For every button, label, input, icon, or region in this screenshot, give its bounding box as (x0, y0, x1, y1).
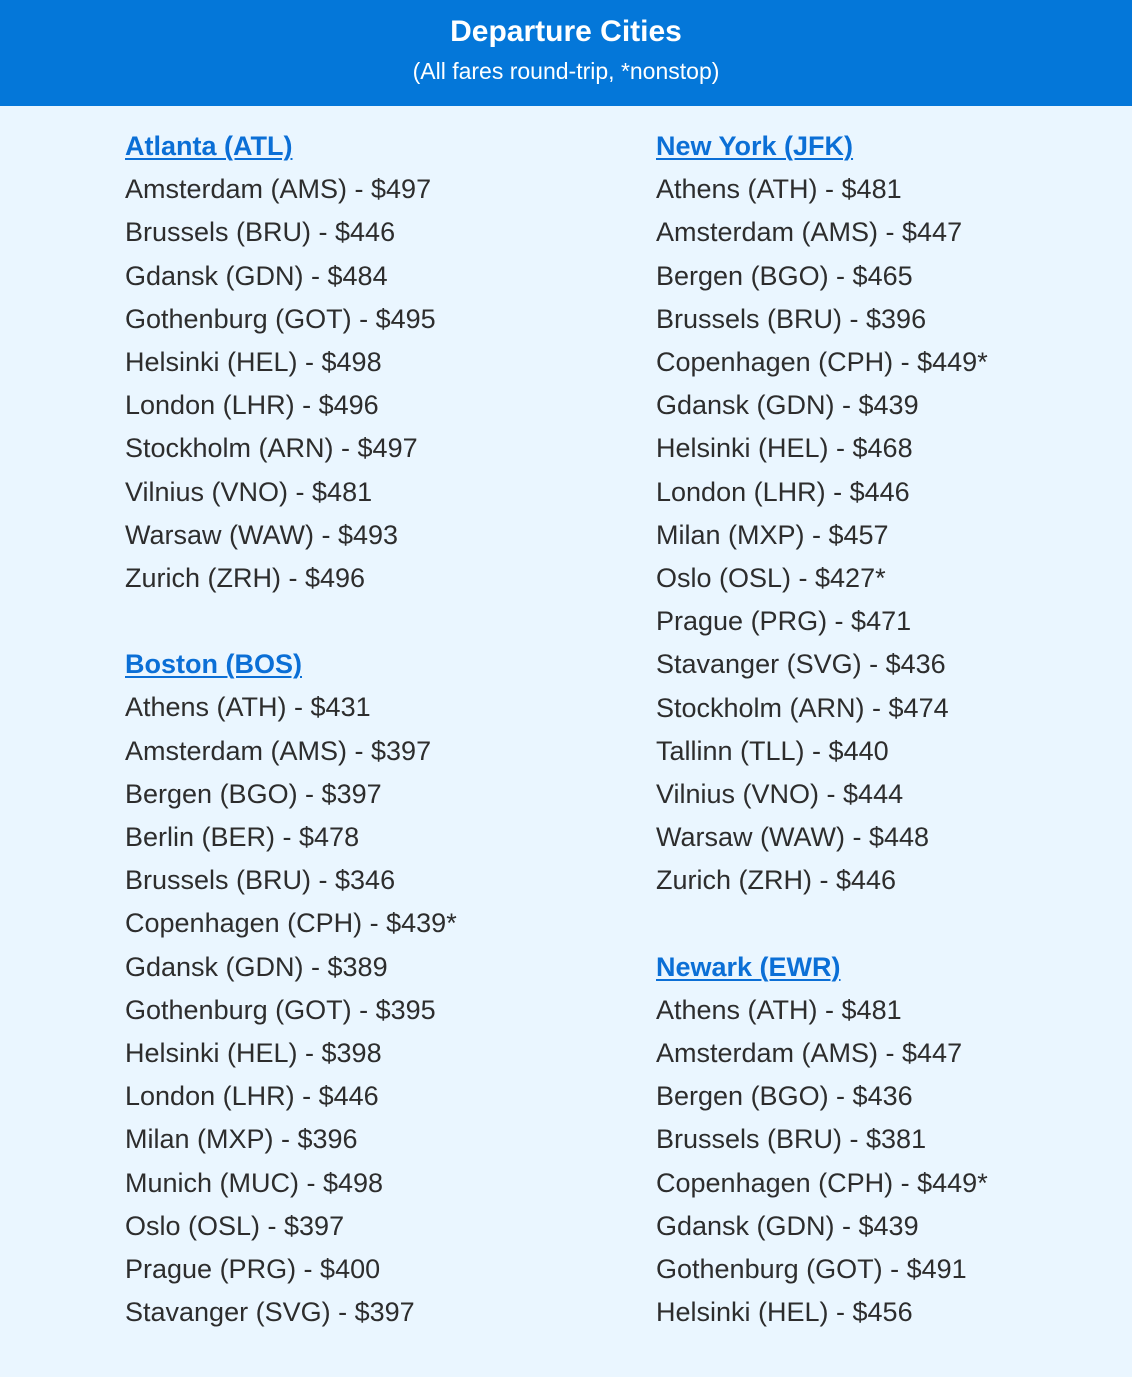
fare-item: London (LHR) - $496 (125, 390, 379, 421)
fare-item: Brussels (BRU) - $446 (125, 217, 396, 248)
fare-item: Milan (MXP) - $396 (125, 1124, 358, 1155)
fare-item: Zurich (ZRH) - $496 (125, 563, 366, 594)
fare-item: Bergen (BGO) - $465 (656, 260, 913, 291)
fare-item: Amsterdam (AMS) - $447 (656, 217, 963, 248)
fare-item: Athens (ATH) - $481 (656, 994, 902, 1025)
fare-item: Prague (PRG) - $471 (656, 606, 912, 637)
fare-item: Athens (ATH) - $431 (125, 692, 371, 723)
fare-item: Gdansk (GDN) - $389 (125, 951, 388, 982)
city-link-boston-bos[interactable]: Boston (BOS) (125, 649, 302, 680)
fare-item: Gdansk (GDN) - $439 (656, 390, 919, 421)
fare-item: Munich (MUC) - $498 (125, 1167, 384, 1198)
page-header (0, 0, 1132, 106)
fare-item: Oslo (OSL) - $397 (125, 1210, 345, 1241)
fare-item: Stavanger (SVG) - $397 (125, 1297, 415, 1328)
fare-item: Helsinki (HEL) - $398 (125, 1038, 382, 1069)
fare-item: Athens (ATH) - $481 (656, 174, 902, 205)
fare-item: Bergen (BGO) - $397 (125, 778, 382, 809)
fare-item: Milan (MXP) - $457 (656, 519, 889, 550)
fare-item: Tallinn (TLL) - $440 (656, 735, 889, 766)
fare-item: Brussels (BRU) - $381 (656, 1124, 927, 1155)
fare-item: London (LHR) - $446 (656, 476, 910, 507)
city-section-newark-ewr (656, 946, 988, 1335)
fare-item: Brussels (BRU) - $346 (125, 865, 396, 896)
city-link-newark-ewr[interactable]: Newark (EWR) (656, 951, 841, 982)
fare-item: Berlin (BER) - $478 (125, 822, 360, 853)
fare-item: Copenhagen (CPH) - $449* (656, 347, 988, 378)
city-section-new-york-jfk (656, 125, 988, 903)
fare-item: Stockholm (ARN) - $474 (656, 692, 949, 723)
page-title: Departure Cities (450, 15, 682, 48)
fare-item: Copenhagen (CPH) - $439* (125, 908, 457, 939)
fare-item: Stockholm (ARN) - $497 (125, 433, 418, 464)
fare-item: Amsterdam (AMS) - $497 (125, 174, 432, 205)
city-section-boston-bos (125, 643, 457, 1334)
fare-item: Helsinki (HEL) - $498 (125, 347, 382, 378)
city-link-atlanta-atl[interactable]: Atlanta (ATL) (125, 131, 293, 161)
fare-item: Warsaw (WAW) - $493 (125, 519, 399, 550)
column-left (125, 125, 457, 1377)
fare-item: Gothenburg (GOT) - $395 (125, 994, 436, 1025)
column-right (656, 125, 988, 1377)
fare-list (656, 989, 988, 1335)
city-link-new-york-jfk[interactable]: New York (JFK) (656, 131, 854, 161)
fare-item: Stavanger (SVG) - $436 (656, 649, 946, 680)
fare-item: Gothenburg (GOT) - $491 (656, 1254, 967, 1285)
fare-item: Brussels (BRU) - $396 (656, 303, 927, 334)
fare-item: Gdansk (GDN) - $484 (125, 260, 388, 291)
fare-item: Vilnius (VNO) - $444 (656, 779, 904, 810)
page-subtitle: (All fares round-trip, *nonstop) (412, 58, 720, 84)
fare-item: Oslo (OSL) - $427* (656, 563, 886, 594)
fare-list (125, 686, 457, 1334)
fare-item: Gdansk (GDN) - $439 (656, 1210, 919, 1241)
fare-item: Warsaw (WAW) - $448 (656, 822, 930, 853)
fare-item: Copenhagen (CPH) - $449* (656, 1167, 988, 1198)
fare-item: Amsterdam (AMS) - $397 (125, 735, 432, 766)
fare-item: Amsterdam (AMS) - $447 (656, 1038, 963, 1069)
fare-item: Vilnius (VNO) - $481 (125, 476, 373, 507)
fare-list (656, 168, 988, 902)
fare-item: Bergen (BGO) - $436 (656, 1081, 913, 1112)
fare-list (125, 168, 457, 600)
fare-item: Gothenburg (GOT) - $495 (125, 303, 436, 334)
city-section-atlanta-atl (125, 125, 457, 600)
fare-item: Helsinki (HEL) - $468 (656, 433, 913, 464)
fare-item: Helsinki (HEL) - $456 (656, 1297, 913, 1328)
fare-item: Prague (PRG) - $400 (125, 1254, 381, 1285)
fare-item: London (LHR) - $446 (125, 1081, 379, 1112)
fare-item: Zurich (ZRH) - $446 (656, 865, 897, 896)
